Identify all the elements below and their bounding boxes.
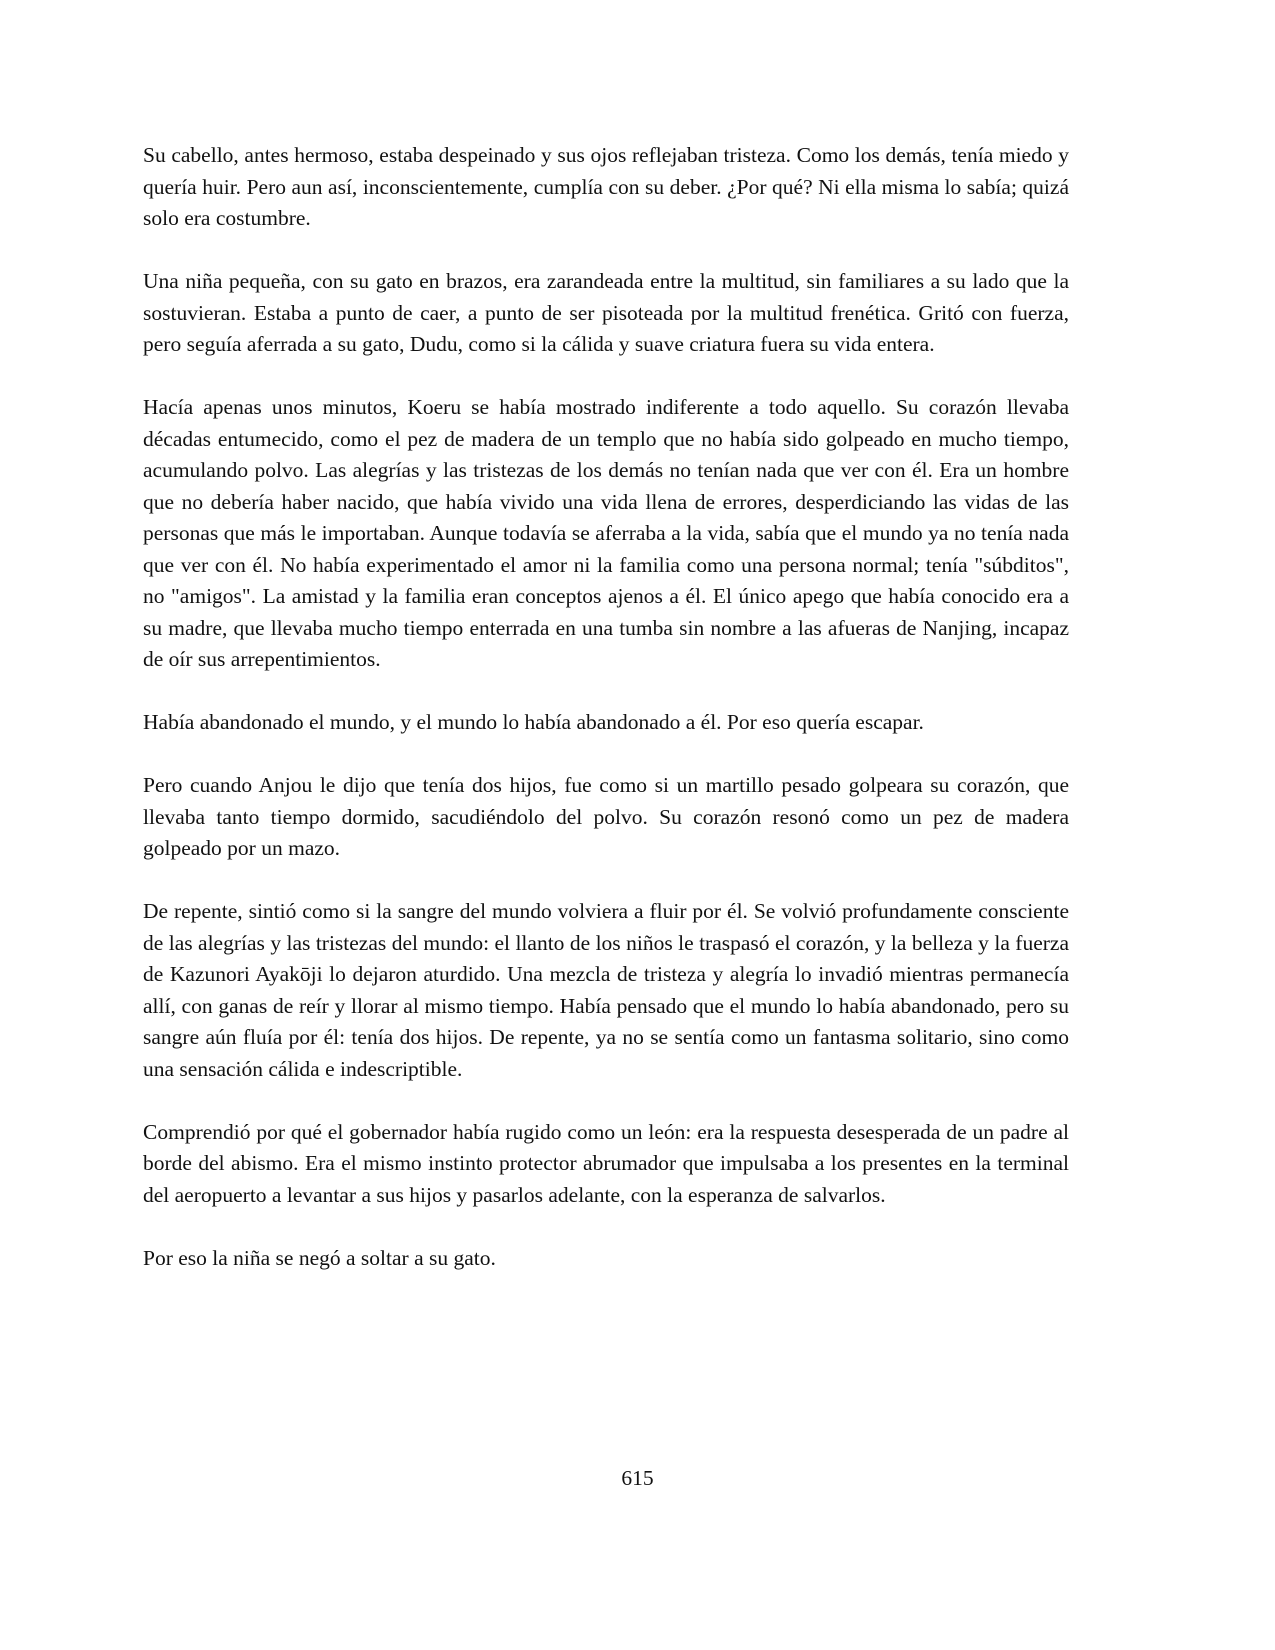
page-body [143,140,1069,1306]
paragraph: De repente, sintió como si la sangre del mundo volviera a fluir por él. Se volvió profundamente consciente de las alegrías y las tristezas del mundo: el llanto de los niños le traspasó el corazón, y la belleza y la fuerza de Kazunori Ayakōji lo dejaron aturdido. Una mezcla de tristeza y alegría lo invadió mientras permanecía allí, con ganas de reír y llorar al mismo tiempo. Había pensado que el mundo lo había abandonado, pero su sangre aún fluía por él: tenía dos hijos. De repente, ya no se sentía como un fantasma solitario, sino como una sensación cálida e indescriptible. [143,899,1069,1081]
page-number: 615 [621,1466,654,1490]
paragraph: Comprendió por qué el gobernador había rugido como un león: era la respuesta desesperada de un padre al borde del abismo. Era el mismo instinto protector abrumador que impulsaba a los presentes en la terminal del aeropuerto a levantar a sus hijos y pasarlos adelante, con la esperanza de salvarlos. [143,1119,1069,1207]
paragraph: Por eso la niña se negó a soltar a su gato. [143,1245,496,1270]
paragraph: Una niña pequeña, con su gato en brazos, era zarandeada entre la multitud, sin familiares a su lado que la sostuvieran. Estaba a punto de caer, a punto de ser pisoteada por la multitud frenética. Gritó con fuerza, pero seguía aferrada a su gato, Dudu, como si la cálida y suave criatura fuera su vida entera. [143,269,1069,356]
paragraph: Hacía apenas unos minutos, Koeru se había mostrado indiferente a todo aquello. Su corazón llevaba décadas entumecido, como el pez de madera de un templo que no había sido golpeado en mucho tiempo, acumulando polvo. Las alegrías y las tristezas de los demás no tenían nada que ver con él. Era un hombre que no debería haber nacido, que había vivido una vida llena de errores, desperdiciando las vidas de las personas que más le importaban. Aunque todavía se aferraba a la vida, sabía que el mundo ya no tenía nada que ver con él. No había experimentado el amor ni la familia como una persona normal; tenía "súbditos", no "amigos". La amistad y la familia eran conceptos ajenos a él. El único apego que había conocido era a su madre, que llevaba mucho tiempo enterrada en una tumba sin nombre a las afueras de Nanjing, incapaz de oír sus arrepentimientos. [143,395,1069,671]
paragraph: Pero cuando Anjou le dijo que tenía dos hijos, fue como si un martillo pesado golpeara su corazón, que llevaba tanto tiempo dormido, sacudiéndolo del polvo. Su corazón resonó como un pez de madera golpeado por un mazo. [143,773,1069,860]
paragraph: Había abandonado el mundo, y el mundo lo había abandonado a él. Por eso quería escapar. [143,710,924,734]
paragraph: Su cabello, antes hermoso, estaba despeinado y sus ojos reflejaban tristeza. Como los demás, tenía miedo y quería huir. Pero aun así, inconscientemente, cumplía con su deber. ¿Por qué? Ni ella misma lo sabía; quizá solo era costumbre. [143,143,1069,230]
